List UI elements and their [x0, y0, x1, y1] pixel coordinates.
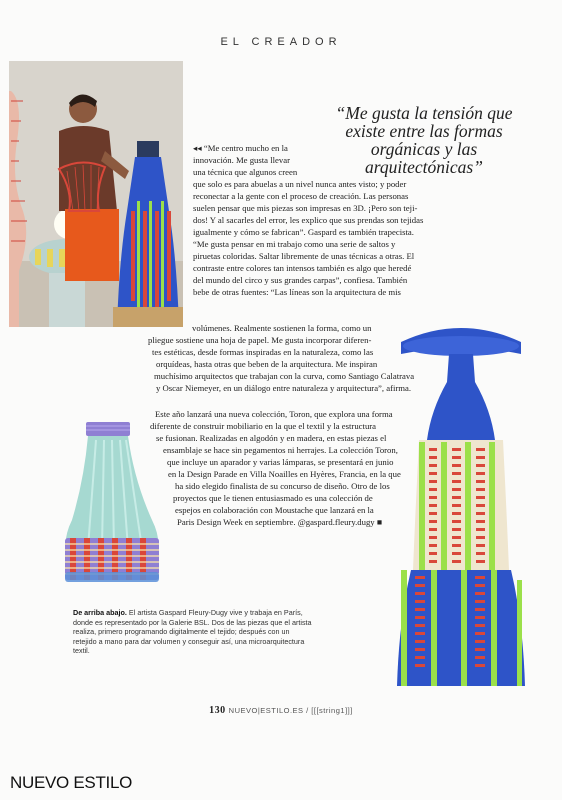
- textile-vase-lilac: [62, 420, 162, 590]
- article-line: Este año lanzará una nueva colección, Toron, que explora una forma: [155, 409, 393, 419]
- article-paragraph: [193, 178, 538, 298]
- article-line: una técnica que algunos creen: [193, 167, 298, 177]
- article-paragraph: [193, 142, 318, 178]
- textile-vase-blue: [395, 320, 527, 692]
- article-line: suelen pensar que mis piezas son impresas en 3D. ¡Pero son teji-: [193, 203, 418, 213]
- article-line: piruetas coloridas. Saltar libremente de unas técnicas a otras. El: [193, 251, 415, 261]
- article-line: que incluye un aparador y varias lámparas, se presentará en junio: [167, 457, 394, 467]
- pull-quote: [308, 104, 540, 176]
- textile-vase-lilac-illustration: [62, 420, 162, 590]
- pull-quote-line: “Me gusta la tensión que: [335, 103, 513, 123]
- article-line: que solo es para abuelas a un nivel nunca antes visto; y poder: [193, 179, 407, 189]
- article-line: innovación. Me gusta llevar: [193, 155, 290, 165]
- article-line: se fusionan. Realizadas en algodón y en madera, en estas piezas el: [156, 433, 387, 443]
- article-line: pliegue sostiene una hoja de papel. Me gusta incorporar diferen-: [148, 335, 372, 345]
- article-line: ha sido elegido finalista de su concurso de diseño. Otro de los: [175, 481, 390, 491]
- article-paragraph: [148, 322, 415, 394]
- article-line: y Oscar Niemeyer, en un diálogo entre naturaleza y arquitectura”, afirma.: [156, 383, 412, 393]
- page-number: 130: [209, 705, 226, 716]
- article-line: ◂◂ “Me centro mucho en la: [193, 143, 288, 153]
- article-line: volúmenes. Realmente sostienen la forma, como un: [192, 323, 372, 333]
- article-line: ensamblaje se hace sin pegamentos ni herrajes. La colección Toron,: [163, 445, 398, 455]
- article-paragraph: [150, 408, 400, 528]
- article-line: diferente de construir mobiliario en la que el textil y la estructura: [150, 421, 377, 431]
- article-line: reconectar a la gente con el proceso de creación. Las personas: [193, 191, 409, 201]
- photo-caption: [73, 608, 313, 656]
- article-line: del mundo del circo y sus grandes carpas”, confiesa. También: [193, 275, 408, 285]
- article-line: igualmente y cómo se fabrican”. Gaspard es también trapecista.: [193, 227, 414, 237]
- textile-vase-blue-illustration: [395, 320, 527, 692]
- article-line: dos! Y al sacarles del error, les explico que sus prendas son tejidas: [193, 215, 424, 225]
- article-line: tes estéticas, desde formas inspiradas en la naturaleza, como las: [152, 347, 374, 357]
- article-line: espejos en colaboración con Moustache que lanzará en la: [175, 505, 374, 515]
- article-line: Paris Design Week en septiembre. @gaspard.fleury.dugy ■: [177, 517, 383, 527]
- article-line: orquídeas, hasta otras que beben de la arquitectura. Me inspiran: [156, 359, 378, 369]
- article-line: contraste entre colores tan intensos también es algo que heredé: [193, 263, 412, 273]
- section-label: EL CREADOR: [220, 36, 342, 48]
- article-line: proyectos que le tienen entusiasmado es una colección de: [173, 493, 373, 503]
- article-line: “Me gusta pensar en mi trabajo como una serie de saltos y: [193, 239, 396, 249]
- footer-text: NUEVO|ESTILO.ES / [[[string1]]]: [228, 706, 353, 715]
- artist-photo-illustration: [9, 61, 183, 327]
- pull-quote-line: orgánicas y las: [370, 139, 478, 159]
- article-line: en la Design Parade en Villa Noailles en Hyères, Francia, en la que: [168, 469, 401, 479]
- caption-text: El artista Gaspard Fleury-Dugy vive y trabaja en París, donde es representado por la Galerie BSL. Dos de las piezas que el artista realiza, primero programando digitalmente el tejido; después con un retejido a mano para dar volumen y conseguir así, una microarquitectura textil.: [73, 608, 312, 656]
- page-footer: [0, 705, 562, 716]
- caption-lead: De arriba abajo.: [73, 608, 127, 617]
- pull-quote-line: arquitectónicas”: [365, 157, 483, 177]
- artist-photo: [9, 61, 183, 327]
- article-line: muchísimo arquitectos que trabajan con la curva, como Santiago Calatrava: [154, 371, 415, 381]
- article-line: bebe de otras fuentes: “Las líneas son la arquitectura de mis: [193, 287, 401, 297]
- brand-logo: NUEVO ESTILO: [10, 773, 133, 792]
- pull-quote-line: existe entre las formas: [345, 121, 503, 141]
